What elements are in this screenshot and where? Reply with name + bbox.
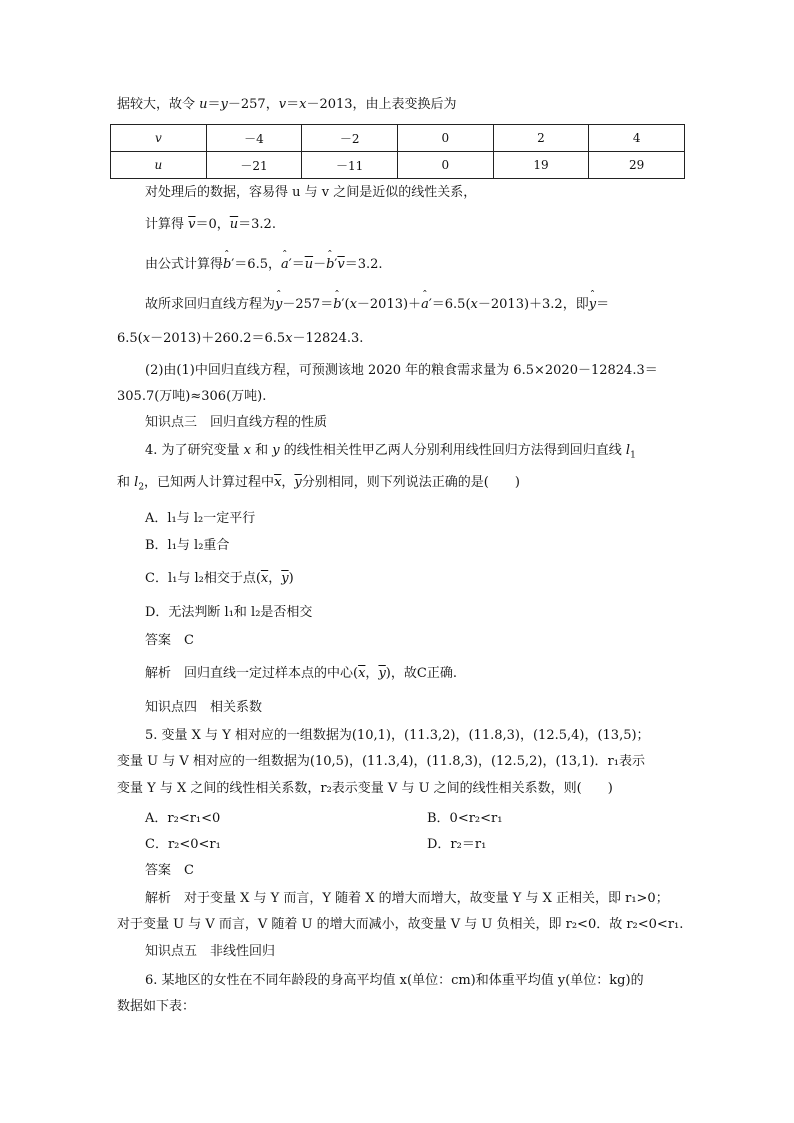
var-l: l	[134, 475, 139, 490]
option-a: A．l₁与 l₂一定平行	[145, 511, 256, 526]
paragraph	[145, 216, 276, 234]
text: 分别相同，则下列说法正确的是( )	[301, 475, 520, 490]
question-6-line: 数据如下表：	[117, 999, 196, 1014]
equals: ＝	[286, 97, 300, 112]
answer: 答案 C	[145, 633, 194, 648]
var-x: x	[349, 297, 357, 312]
subscript: 1	[630, 450, 636, 461]
x-bar: $\overline{x}$	[274, 475, 282, 490]
option-c: C．r₂<0<r₁	[145, 837, 221, 852]
y-hat: ˆ y	[275, 296, 282, 314]
intro-text: －257，	[227, 97, 279, 112]
b-hat: ˆ b	[326, 256, 334, 274]
option-d: D．r₂＝r₁	[427, 837, 487, 852]
text: －2013)＋	[356, 297, 422, 312]
table-cell: 19	[493, 152, 589, 179]
intro-text: －2013，由上表变换后为	[306, 97, 457, 112]
question-4-line	[145, 442, 636, 465]
v-bar: $\overline{v}$	[337, 257, 345, 272]
table-cell: 4	[589, 125, 685, 152]
text: ＝0，	[195, 217, 230, 232]
text: ，	[365, 666, 379, 681]
option-d: D．无法判断 l₁和 l₂是否相交	[145, 605, 313, 620]
text: 4. 为了研究变量	[145, 443, 244, 458]
table-cell: 0	[397, 125, 493, 152]
section-heading: 知识点四 相关系数	[145, 700, 263, 715]
row-header: v	[111, 125, 207, 152]
table-cell: －11	[302, 152, 398, 179]
text: ′＝	[288, 257, 305, 272]
text: 的线性相关性甲乙两人分别利用线性回归方法得到回归直线	[279, 443, 626, 458]
b-hat: ˆ b	[333, 296, 341, 314]
text: )，故C正确.	[385, 666, 457, 681]
var-x: x	[470, 297, 478, 312]
question-5-line: 5. 变量 X 与 Y 相对应的一组数据为(10,1)，(11.3,2)，(11.8,3)，(12.5,4)，(13,5)；	[145, 728, 650, 743]
text: ＝	[596, 297, 610, 312]
x-bar: $\overline{x}$	[358, 666, 366, 681]
table-row	[111, 125, 685, 152]
table-row	[111, 152, 685, 179]
text: ＝3.2.	[344, 257, 383, 272]
intro-text: 据较大，故令	[117, 97, 200, 112]
question-5-line: 变量 Y 与 X 之间的线性相关系数，r₂表示变量 V 与 U 之间的线性相关系数，则( )	[117, 781, 613, 796]
text: －12824.3.	[292, 331, 364, 346]
y-bar: $\overline{y}$	[378, 666, 386, 681]
u-bar: $\overline{u}$	[229, 217, 239, 232]
text: 解析 回归直线一定过样本点的中心(	[145, 666, 359, 681]
text: 6.5(	[117, 331, 143, 346]
var-l: l	[625, 443, 631, 458]
paragraph: (2)由(1)中回归直线方程，可预测该地 2020 年的粮食需求量为 6.5×2020－12824.3＝	[145, 363, 658, 378]
table-cell: －2	[302, 125, 398, 152]
var-v: v	[278, 97, 287, 112]
equals: ＝	[207, 97, 221, 112]
text: ＝3.2.	[238, 217, 276, 232]
y-bar: $\overline{y}$	[281, 571, 289, 586]
table-cell: 29	[589, 152, 685, 179]
question-4-line	[117, 474, 520, 497]
intro-line	[117, 96, 457, 114]
table-cell: 2	[493, 125, 589, 152]
u-bar: $\overline{u}$	[304, 257, 314, 272]
option-b: B．0<r₂<r₁	[427, 811, 503, 826]
table-cell: －21	[206, 152, 302, 179]
paragraph	[145, 296, 609, 314]
a-hat: ˆ a	[421, 296, 429, 314]
var-y: y	[220, 97, 228, 112]
text: ′	[334, 257, 338, 272]
paragraph: 对处理后的数据，容易得 u 与 v 之间是近似的线性关系，	[145, 185, 477, 200]
y-hat: ˆ y	[589, 296, 596, 314]
text: )	[288, 571, 294, 586]
table-cell: 0	[397, 152, 493, 179]
text: ′＝6.5(	[428, 297, 471, 312]
transform-table	[110, 124, 685, 179]
var-x: x	[285, 331, 293, 346]
text: 计算得	[145, 217, 189, 232]
x-bar: $\overline{x}$	[260, 571, 269, 586]
text: －2013)＋3.2，即	[477, 297, 589, 312]
text: ，已知两人计算过程中	[144, 475, 275, 490]
var-y: y	[272, 443, 280, 458]
analysis: 解析 对于变量 X 与 Y 而言，Y 随着 X 的增大而增大，故变量 Y 与 X 正相关，即 r₁>0；	[145, 891, 669, 906]
text: －	[313, 257, 327, 272]
b-hat: ˆ b	[223, 256, 231, 274]
text: 和	[117, 475, 135, 490]
option-c	[145, 570, 294, 588]
text: 由公式计算得	[145, 257, 224, 272]
var-x: x	[299, 97, 307, 112]
analysis	[145, 665, 457, 683]
text: ′＝6.5，	[231, 257, 281, 272]
table-cell: －4	[206, 125, 302, 152]
text: 故所求回归直线方程为	[145, 297, 276, 312]
var-u: u	[199, 97, 208, 112]
var-x: x	[142, 331, 151, 346]
text: ′(	[341, 297, 350, 312]
paragraph	[145, 256, 383, 274]
subscript: 2	[138, 482, 145, 493]
paragraph: 305.7(万吨)≈306(万吨).	[117, 389, 267, 404]
text: －2013)＋260.2＝6.5	[150, 331, 286, 346]
text: C．l₁与 l₂相交于点(	[145, 571, 261, 586]
v-bar: $\overline{v}$	[188, 217, 196, 232]
text: －257＝	[282, 297, 334, 312]
row-header: u	[111, 152, 207, 179]
paragraph	[117, 330, 363, 348]
text: ，	[268, 571, 282, 586]
option-a: A．r₂<r₁<0	[145, 811, 221, 826]
text: 和	[251, 443, 273, 458]
var-x: x	[243, 443, 252, 458]
y-bar: $\overline{y}$	[294, 475, 302, 490]
option-b: B．l₁与 l₂重合	[145, 538, 230, 553]
question-5-line: 变量 U 与 V 相对应的一组数据为(10,5)，(11.3,4)，(11.8,3)，(12.5,2)，(13,1)．r₁表示	[117, 754, 645, 769]
answer: 答案 C	[145, 863, 194, 878]
analysis: 对于变量 U 与 V 而言，V 随着 U 的增大而减小，故变量 V 与 U 负相关，即 r₂<0．故 r₂<0<r₁.	[117, 917, 684, 932]
a-hat: ˆ a	[281, 256, 289, 274]
question-6-line: 6. 某地区的女性在不同年龄段的身高平均值 x(单位：cm)和体重平均值 y(单位：kg)的	[145, 973, 644, 988]
section-heading: 知识点三 回归直线方程的性质	[145, 415, 328, 430]
text: ，	[281, 475, 295, 490]
section-heading: 知识点五 非线性回归	[145, 944, 276, 959]
